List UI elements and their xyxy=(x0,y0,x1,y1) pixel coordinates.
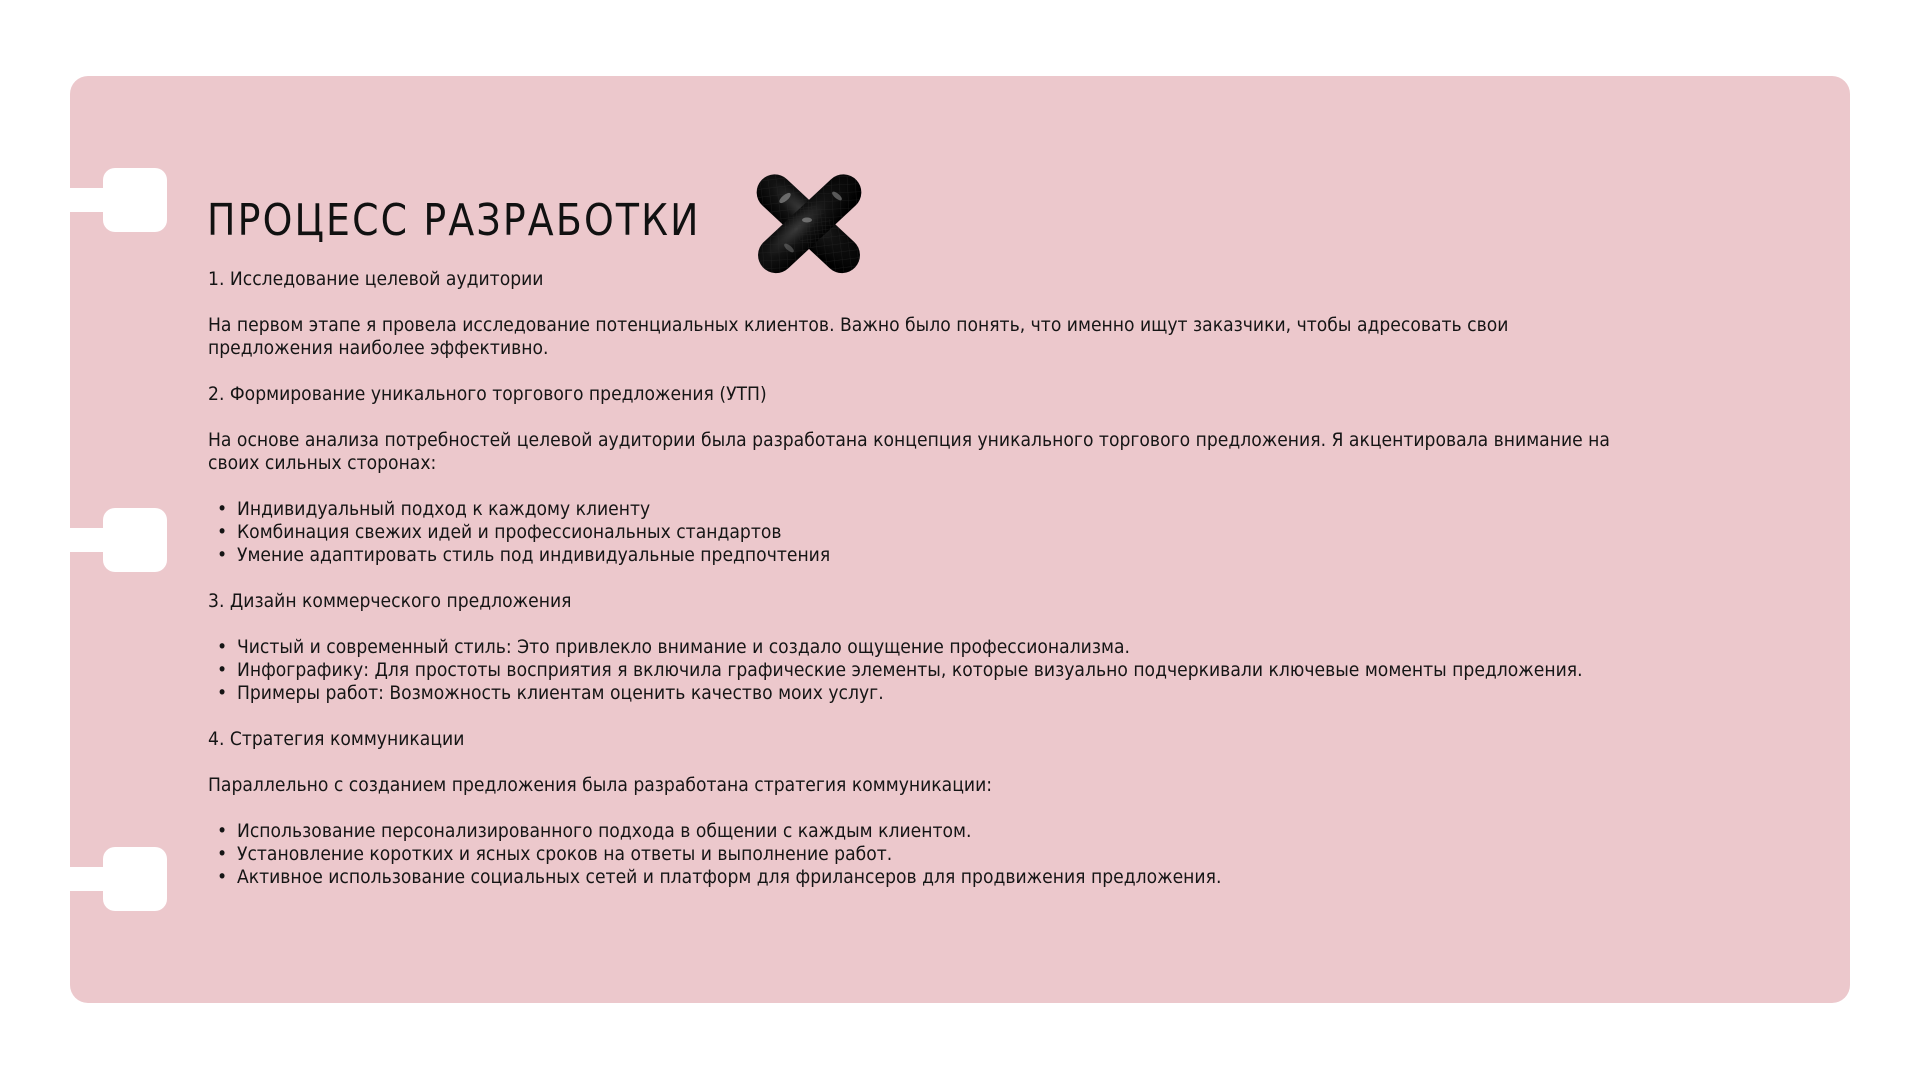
section-3-heading: 3. Дизайн коммерческого предложения xyxy=(208,590,572,612)
list-item-text: Чистый и современный стиль: Это привлекло внимание и создало ощущение профессионализма. xyxy=(236,636,1130,658)
list-item xyxy=(208,521,1674,544)
list-item-text: Инфографику: Для простоты восприятия я включила графические элементы, которые визуально подчеркивали ключевые моменты предложения. xyxy=(236,659,1583,681)
list-item xyxy=(208,636,1674,659)
section-2-heading: 2. Формирование уникального торгового предложения (УТП) xyxy=(208,383,767,405)
list-item-text: Примеры работ: Возможность клиентам оценить качество моих услуг. xyxy=(236,682,884,704)
bullet-icon: • xyxy=(217,682,228,704)
binder-notch-middle xyxy=(70,508,168,572)
list-item xyxy=(208,682,1674,705)
list-item xyxy=(208,866,1674,889)
black-inflated-x-icon xyxy=(751,168,867,278)
section-2-paragraph: На основе анализа потребностей целевой аудитории была разработана концепция уникального торгового предложения. Я акцентировала внимание на своих сильных сторонах: xyxy=(208,429,1610,474)
bullet-icon: • xyxy=(217,544,228,566)
bullet-icon: • xyxy=(217,636,228,658)
section-3-bullet-list xyxy=(208,636,1674,705)
bullet-icon: • xyxy=(217,843,228,865)
bullet-icon: • xyxy=(217,659,228,681)
list-item xyxy=(208,843,1674,866)
section-2-bullet-list xyxy=(208,498,1674,567)
notch-box xyxy=(103,168,167,232)
list-item-text: Активное использование социальных сетей и платформ для фрилансеров для продвижения предложения. xyxy=(236,866,1222,888)
bullet-icon: • xyxy=(217,820,228,842)
list-item xyxy=(208,820,1674,843)
list-item-text: Умение адаптировать стиль под индивидуальные предпочтения xyxy=(236,544,831,566)
list-item-text: Установление коротких и ясных сроков на ответы и выполнение работ. xyxy=(236,843,893,865)
section-4-paragraph: Параллельно с созданием предложения была разработана стратегия коммуникации: xyxy=(208,774,993,796)
binder-notch-top xyxy=(70,168,168,232)
bullet-icon: • xyxy=(217,498,228,520)
page-title: ПРОЦЕСС РАЗРАБОТКИ xyxy=(207,195,701,246)
list-item-text: Комбинация свежих идей и профессиональных стандартов xyxy=(236,521,782,543)
list-item xyxy=(208,659,1674,682)
binder-notch-bottom xyxy=(70,847,168,911)
list-item xyxy=(208,544,1674,567)
section-1-paragraph: На первом этапе я провела исследование потенциальных клиентов. Важно было понять, что именно ищут заказчики, чтобы адресовать свои предложения наиболее эффективно. xyxy=(208,314,1509,359)
section-4-bullet-list xyxy=(208,820,1674,889)
section-1-heading: 1. Исследование целевой аудитории xyxy=(208,268,544,290)
notch-box xyxy=(103,847,167,911)
bullet-icon: • xyxy=(217,521,228,543)
bullet-icon: • xyxy=(217,866,228,888)
list-item-text: Индивидуальный подход к каждому клиенту xyxy=(236,498,651,520)
list-item-text: Использование персонализированного подхода в общении с каждым клиентом. xyxy=(236,820,972,842)
section-4-heading: 4. Стратегия коммуникации xyxy=(208,728,465,750)
process-content xyxy=(208,268,1674,912)
notch-box xyxy=(103,508,167,572)
list-item xyxy=(208,498,1674,521)
